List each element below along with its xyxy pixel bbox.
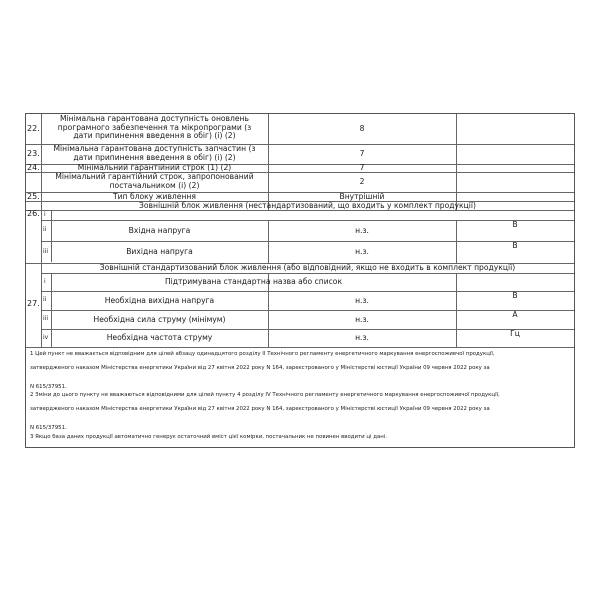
row-number: 26. [27,209,40,218]
row-value: Внутрішній [339,192,385,201]
sub-index: ii [43,296,47,303]
row-label [41,173,268,190]
sub-unit: Гц [510,329,520,338]
row-label: Мінімальний гарантійний строк (1) (2) [77,163,232,172]
spec-table [25,113,575,448]
label-line: дати припинення введення в обіг) (і) (2) [73,131,236,141]
label-line: дати припинення введення в обіг) (і) (2) [73,152,236,162]
sub-label: Підтримувана стандартна назва або список [164,277,343,286]
sub-label: Вхідна напруга [128,226,191,235]
sub-index: iii [43,248,49,255]
sub-index: iii [43,315,49,322]
row-number: 22. [27,124,40,133]
label-line: Мінімальна гарантована доступність оновлень [59,114,249,123]
sub-unit: B [512,241,518,250]
sub-value: н.з. [355,296,369,305]
sub-label: Необхідна вихідна напруга [104,296,215,305]
sub-unit: A [512,310,518,319]
footnote: затвердженого наказом Міністерства енергетики України від 27 квітня 2022 року N 164, зареєстрованого у Міністерстві юстиції України 09 червня 2022 року за [30,406,490,412]
footnote: N 615/37951. [30,425,67,431]
label-line: Мінімальний гарантійний строк, запропонований [55,172,254,181]
footnote: 3 Якщо база даних продукції автоматично генерує остаточний вміст цієї комірки, постачальник не повинен вводити ці дані. [30,434,387,440]
section-header: Зовнішній блок живлення (нестандартизований, що входить у комплект продукції) [139,201,476,210]
sub-index: i [44,211,46,218]
sub-value: н.з. [355,226,369,235]
sub-value: н.з. [355,333,369,342]
row-value: 8 [359,124,365,133]
footnote: 2 Зміни до цього пункту не вважаються відповідними для цілей пункту 4 розділу IV Технічного регламенту енергетичного маркування енергоспоживчої продукції, [30,392,500,398]
row-value: 7 [359,149,365,158]
footnote: 1 Цей пункт не вважається відповідним для цілей абзацу одинадцятого розділу II Технічного регламенту енергетичного маркування енергоспоживчої продукції, [30,351,495,357]
sub-unit: B [512,220,518,229]
section-header: Зовнішній стандартизований блок живлення (або відповідний, якщо не входить в комплект продукції) [99,263,516,272]
row-value: 2 [359,177,365,186]
sub-label: Необхідна сила струму (мінімум) [93,315,226,324]
row-number: 27. [27,299,40,308]
row-label [41,145,268,162]
sub-index: i [44,278,46,285]
row-label [41,115,268,141]
row-number: 23. [27,149,40,158]
row-number: 25. [27,192,40,201]
sub-label: Вихідна напруга [126,247,193,256]
footnote: затвердженого наказом Міністерства енергетики України від 27 квітня 2022 року N 164, зареєстрованого у Міністерстві юстиції України 09 червня 2022 року за [30,365,490,371]
sub-index: ii [43,226,47,233]
label-line: Мінімальна гарантована доступність запчастин (з [53,144,256,153]
sub-value: н.з. [355,315,369,324]
sub-unit: B [512,291,518,300]
sub-index: iv [43,334,49,341]
label-line: програмного забезпечення та мікропрограми (з [57,122,252,132]
sub-value: н.з. [355,247,369,256]
footnote: N 615/37951. [30,384,67,390]
sub-label: Необхідна частота струму [106,333,213,342]
row-value: 7 [359,163,365,172]
label-line: постачальником (і) (2) [109,180,200,190]
row-label: Тип блоку живлення [113,192,196,201]
row-number: 24. [27,163,40,172]
